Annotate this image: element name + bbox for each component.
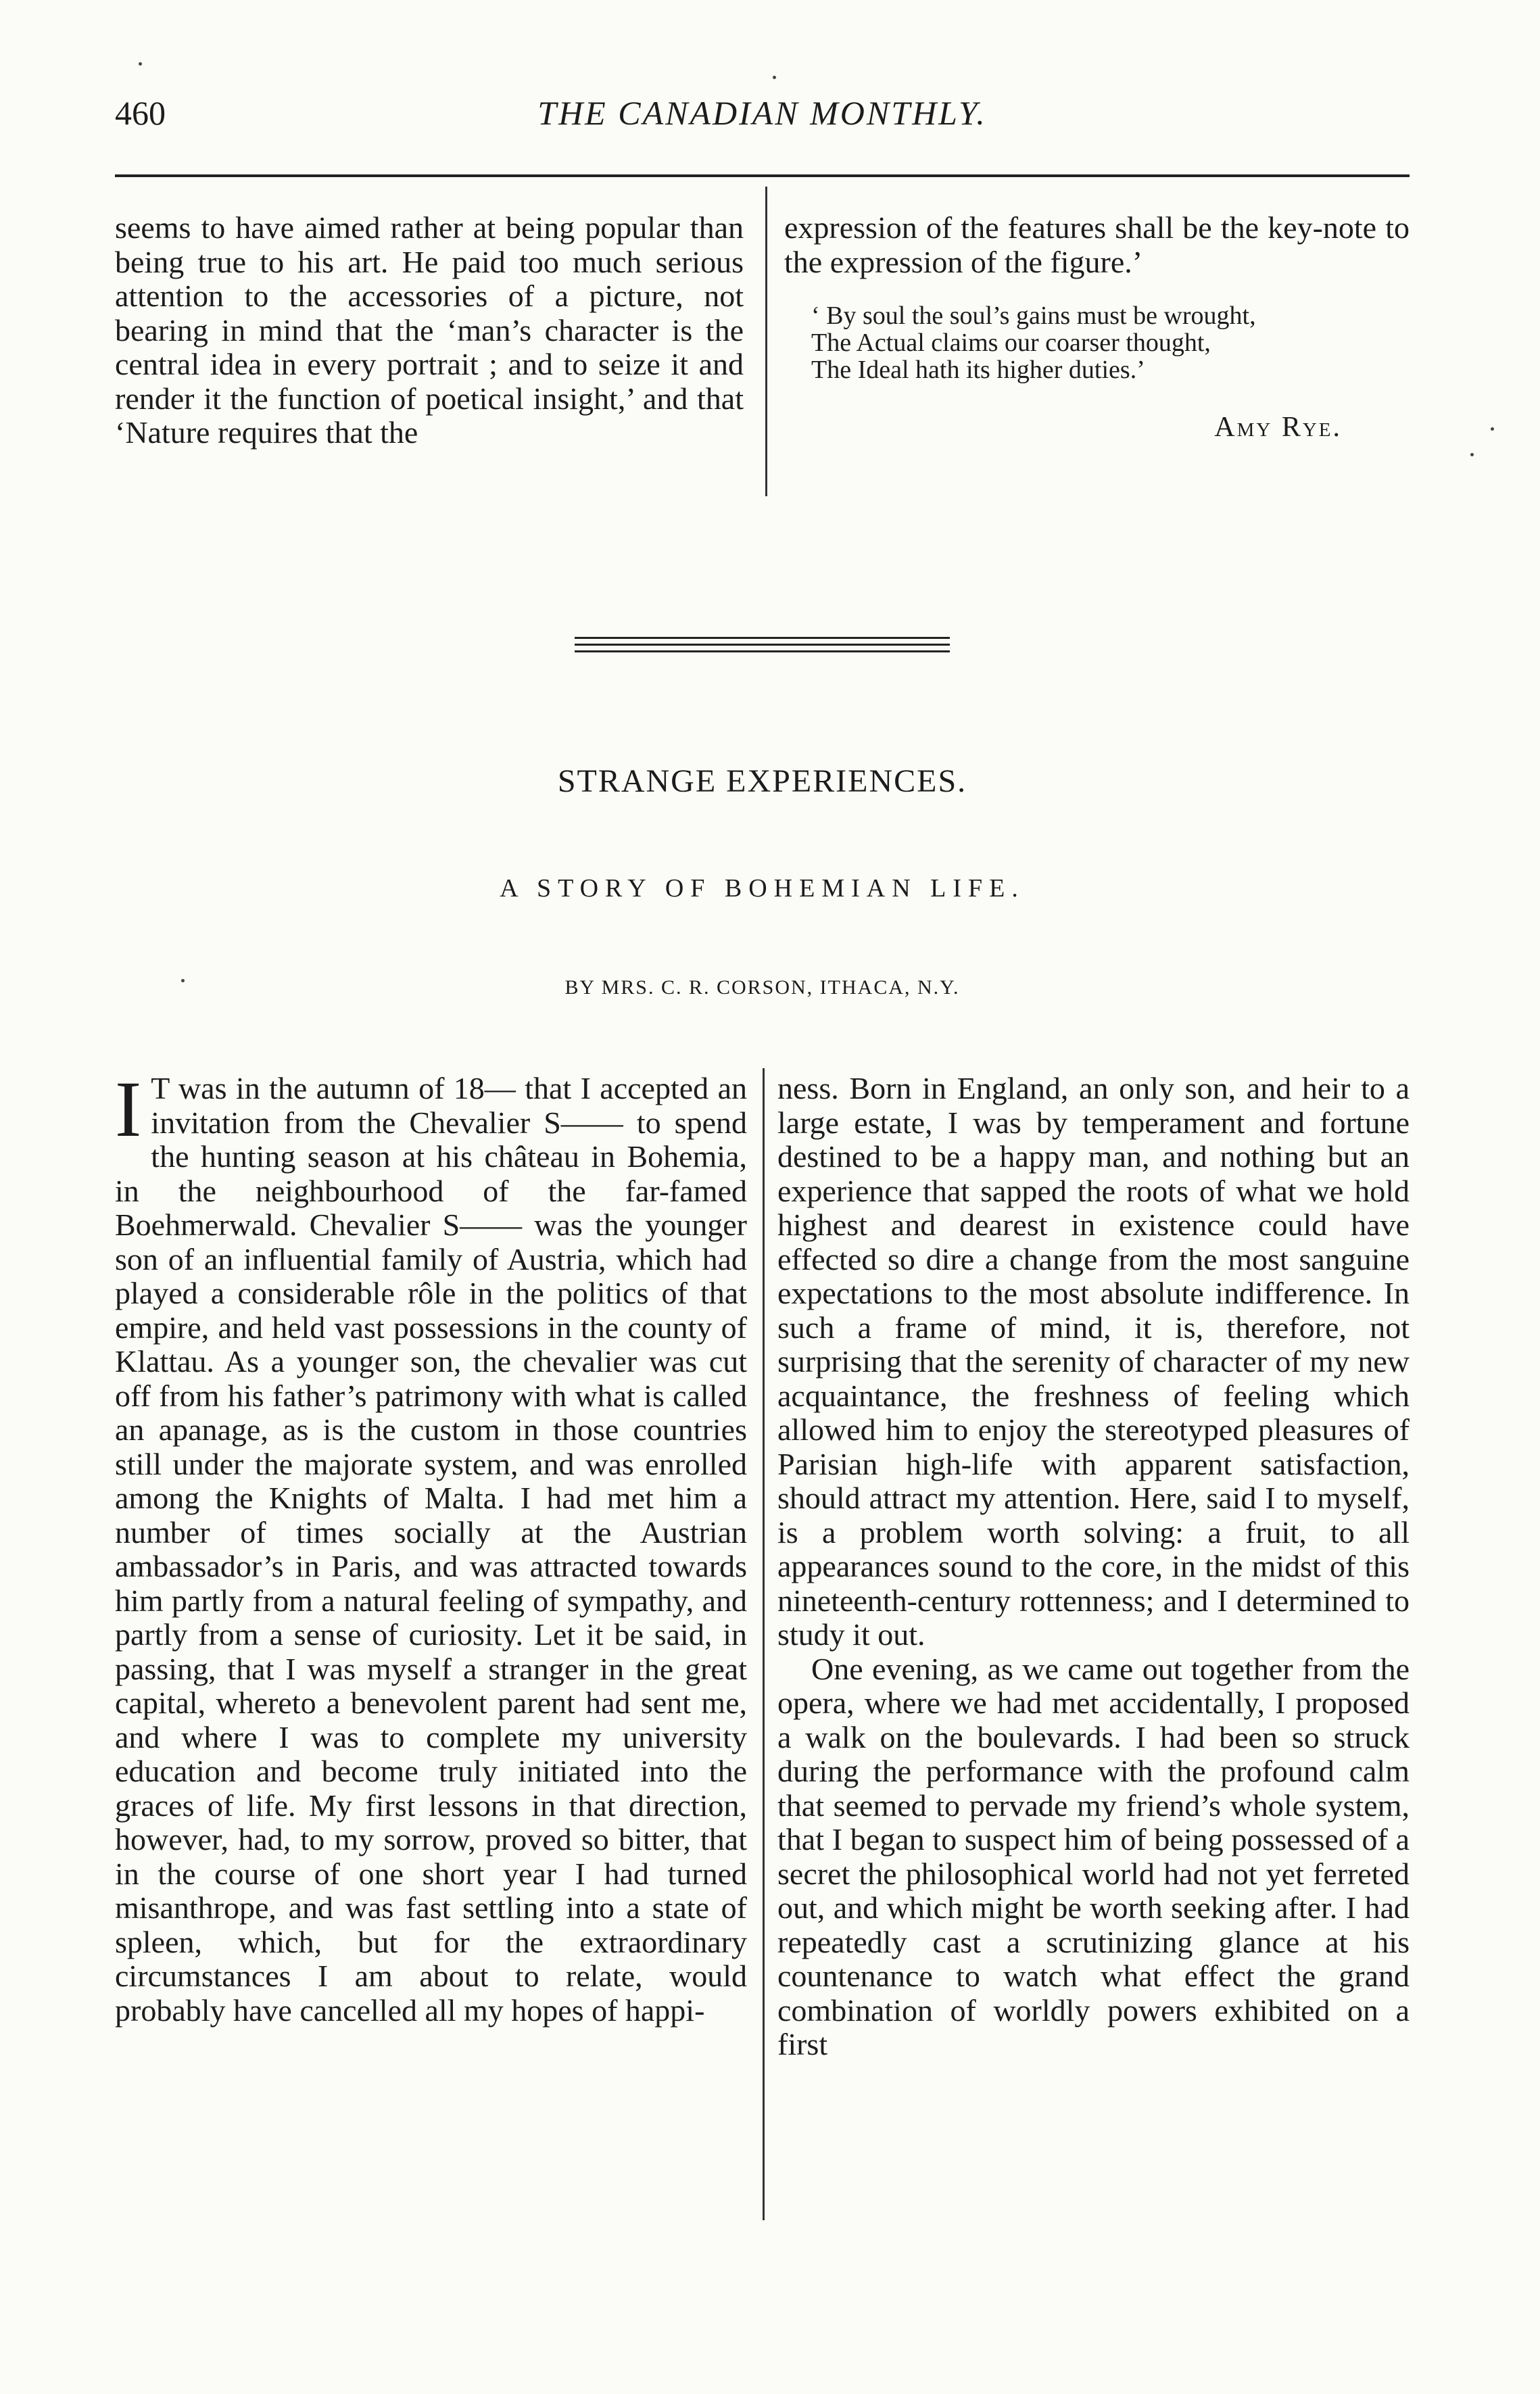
poem-line: The Actual claims our coarser thought, (811, 329, 1211, 357)
header-rule (115, 174, 1410, 177)
poem-quote (811, 302, 1410, 383)
page-number: 460 (115, 94, 166, 132)
article-left-column (115, 1065, 747, 2028)
article-byline: BY MRS. C. R. CORSON, ITHACA, N.Y. (564, 976, 960, 999)
previous-article-right-column (784, 211, 1410, 445)
column-divider (763, 1068, 765, 2220)
poem-line: ‘ By soul the soul’s gains must be wrought, (811, 302, 1256, 330)
article-subtitle: A STORY OF BOHEMIAN LIFE. (500, 874, 1025, 903)
author-signature: Amy Rye. (1214, 412, 1342, 443)
previous-article-text: seems to have aimed rather at being popular than being true to his art. He paid too much serious attention to the accessories of a picture, not bearing in mind that the ‘man’s character is the central idea in every portrait ; and to seize it and render it the function of poetical insight,’ and that ‘Nature requires that the (115, 210, 744, 450)
print-speck (773, 76, 776, 79)
drop-cap: I (115, 1065, 142, 1153)
print-speck (1491, 427, 1494, 431)
article-right-column (777, 1072, 1410, 2062)
print-speck (181, 979, 185, 982)
print-speck (1470, 453, 1474, 456)
article-paragraph: T was in the autumn of 18— that I accepted an invitation from the Chevalier S—— to spend the hunting season at his château in Bohemia, in the neighbourhood of the far-famed Boehmerwald. Chevalier S—— was the younger son of an influential family of Austria, which had played a considerable rôle in the politics of that empire, and held vast possessions in the county of Klattau. As a younger son, the chevalier was cut off from his father’s patrimony with what is called an apanage, as is the custom in those countries still under the majorate system, and was enrolled among the Knights of Malta. I had met him a number of times socially at the Austrian ambassador’s in Paris, and was attracted towards him partly from a natural feeling of sympathy, and partly from a sense of curiosity. Let it be said, in passing, that I was myself a stranger in the great capital, whereto a benevolent parent had sent me, and where I was to complete my university education and become truly initiated into the graces of life. My first lessons in that direction, however, had, to my sorrow, proved so bitter, that in the course of one short year I had turned misanthrope, and was fast settling into a state of spleen, which, but for the extraordinary circumstances I am about to relate, would probably have cancelled all my hopes of happi- (115, 1071, 747, 2028)
article-paragraph: ness. Born in England, an only son, and heir to a large estate, I was by temperament and fortune destined to be a happy man, and nothing but an experience that sapped the roots of what we hold highest and dearest in existence could have effected so dire a change from the most sanguine expectations to the most absolute indifference. In such a frame of mind, it is, therefore, not surprising that the serenity of character of my new acquaintance, the freshness of feeling which allowed him to enjoy the stereotyped pleasures of Parisian high-life with apparent satisfaction, should attract my attention. Here, said I to myself, is a problem worth solving: a fruit, to all appearances sound to the core, in the midst of this nineteenth-century rottenness; and I determined to study it out. (777, 1071, 1410, 1652)
poem-line: The Ideal hath its higher duties.’ (811, 356, 1145, 384)
previous-article-text: expression of the features shall be the key-note to the expression of the figure.’ (784, 210, 1410, 279)
running-head (115, 93, 1410, 141)
column-divider (765, 187, 767, 496)
article-paragraph: One evening, as we came out together from the opera, where we had met accidentally, I proposed a walk on the boulevards. I had been so struck during the performance with the profound calm that seemed to pervade my friend’s whole system, that I began to suspect him of being possessed of a secret the philosophical world had not yet ferreted out, and which might be worth seeking after. I had repeatedly cast a scrutinizing glance at his countenance to watch what effect the grand combination of worldly powers exhibited on a first (777, 1651, 1410, 2061)
print-speck (139, 62, 142, 66)
section-separator-rule (575, 637, 950, 639)
previous-article-left-column (115, 211, 744, 450)
article-title: STRANGE EXPERIENCES. (557, 763, 967, 799)
journal-title: THE CANADIAN MONTHLY. (537, 94, 987, 132)
section-separator-rule (575, 644, 950, 646)
section-separator-rule (575, 650, 950, 652)
